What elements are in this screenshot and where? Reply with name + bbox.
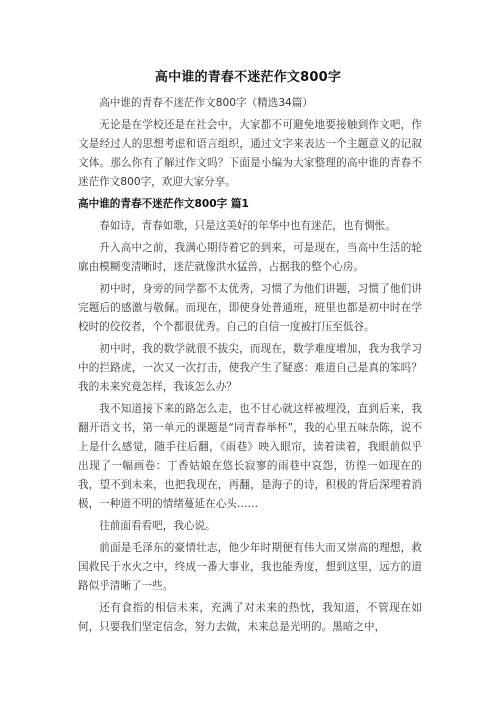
- body-paragraph: 春如诗，青春如歌，只是这美好的年华中也有迷茫，也有惆怅。: [99, 220, 396, 232]
- body-paragraph: 我不知道接下来的路怎么走，也不甘心就这样被埋没，直到后来，我翻开语文书，第一单元的课题是“同青春举杯”，我的心里五味杂陈，说不上是什么感觉，随手往后翻，《雨巷》映入眼帘，读着读着，我眼前似乎出现了一幅画卷：丁香姑娘在悠长寂寥的雨巷中哀怨，彷徨一如现在的我，望不到未来，也把我现在，再翻，是海子的诗，积极的背后深埋着消极，一种道不明的情绪蔓延在心头……: [78, 403, 422, 510]
- intro-subtitle: 高中谁的青春不迷茫作文800字（精选34篇）: [99, 97, 313, 109]
- body-paragraph: 往前面看看吧，我心说。: [99, 520, 216, 532]
- body-paragraph: 初中时，身旁的同学都不太优秀，习惯了为他们讲题，习惯了他们讲完题后的感激与敬佩。而现在，即使身处普通班，班里也都是初中时在学校时的佼佼者，个个都很优秀。自己的自信一度被打压至低谷。: [78, 283, 422, 333]
- document-body: [78, 94, 422, 640]
- body-paragraph: 初中时，我的数学就很不拔尖，而现在，数学难度增加，我为我学习中的拦路虎，一次又一次打击，使我产生了疑惑：难道自己是真的笨吗？我的未来究竟怎样，我该怎么办？: [78, 343, 422, 393]
- body-paragraph: 前面是毛泽东的豪情壮志，他少年时期便有伟大而又崇高的理想，救国救民于水火之中，终成一番大事业，我也能秀度，想到这里，远方的道路似乎清晰了一些。: [78, 542, 422, 592]
- section-heading: 高中谁的青春不迷茫作文800字 篇1: [78, 198, 249, 210]
- body-paragraph: 升入高中之前，我满心期待着它的到来，可是现在，当高中生活的轮廓由模糊变清晰时，迷茫就像洪水猛兽，占据我的整个心房。: [78, 242, 422, 273]
- intro-paragraph: 无论是在学校还是在社会中，大家都不可避免地要接触到作文吧，作文是经过人的思想考虑和语言组织，通过文字来表达一个主题意义的记叙文体。那么你有了解过作文吗？下面是小编为大家整理的高中谁的青春不迷茫作文800字，欢迎大家分享。: [78, 119, 422, 188]
- body-paragraph: 还有食指的相信未来，充满了对未来的热忱，我知道，不管现在如何，只要我们坚定信念，努力去做，未来总是光明的。黑暗之中，: [78, 602, 422, 633]
- document-title: 高中谁的青春不迷茫作文800字: [154, 70, 342, 85]
